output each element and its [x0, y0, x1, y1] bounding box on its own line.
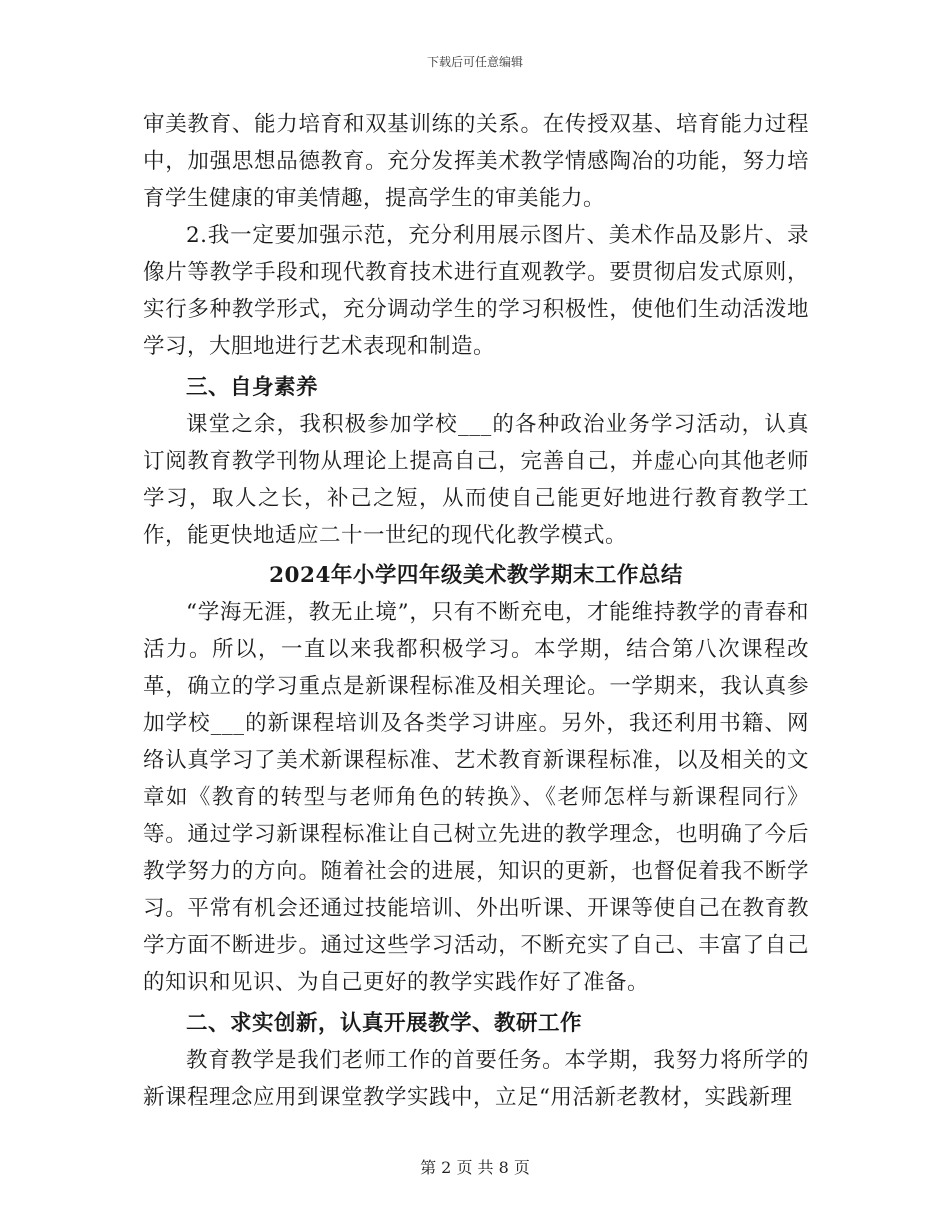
- paragraph-4: “学海无涯，教无止境”，只有不断充电，才能维持教学的青春和活力。所以，一直以来我都积极学习。本学期，结合第八次课程改革，确立的学习重点是新课程标准及相关理论。一学期来，我认真参加学校___的新课程培训及各类学习讲座。另外，我还利用书籍、网络认真学习了美术新课程标准、艺术教育新课程标准，以及相关的文章如《教育的转型与老师角色的转换》、《老师怎样与新课程同行》等。通过学习新课程标准让自己树立先进的教学理念，也明确了今后教学努力的方向。随着社会的进展，知识的更新，也督促着我不断学习。平常有机会还通过技能培训、外出听课、开课等使自己在教育教学方面不断进步。通过这些学习活动，不断充实了自己、丰富了自己的知识和见识、为自己更好的教学实践作好了准备。: [143, 600, 809, 995]
- paragraph-1: 审美教育、能力培育和双基训练的关系。在传授双基、培育能力过程中，加强思想品德教育。充分发挥美术教学情感陶冶的功能，努力培育学生健康的审美情趣，提高学生的审美能力。: [143, 112, 809, 211]
- document-title: 2024年小学四年级美术教学期末工作总结: [269, 563, 683, 588]
- page-number: 第 2 页 共 8 页: [420, 1158, 530, 1177]
- paragraph-5: 教育教学是我们老师工作的首要任务。本学期，我努力将所学的新课程理念应用到课堂教学实践中，立足“用活新老教材，实践新理: [143, 1048, 809, 1110]
- page-header: 下载后可任意编辑: [426, 55, 523, 69]
- document-body: [143, 106, 809, 1116]
- section-heading-self-quality: 三、自身素养: [186, 375, 319, 400]
- paragraph-3: 课堂之余，我积极参加学校___的各种政治业务学习活动，认真订阅教育教学刊物从理论上提高自己，完善自己，并虚心向其他老师学习，取人之长，补己之短，从而使自己能更好地进行教育教学工作，能更快地适应二十一世纪的现代化教学模式。: [143, 412, 809, 548]
- paragraph-2: 2.我一定要加强示范，充分利用展示图片、美术作品及影片、录像片等教学手段和现代教育技术进行直观教学。要贯彻启发式原则，实行多种教学形式，充分调动学生的学习积极性，使他们生动活泼地学习，大胆地进行艺术表现和制造。: [143, 223, 809, 359]
- section-heading-teaching: 二、求实创新，认真开展教学、教研工作: [186, 1011, 583, 1036]
